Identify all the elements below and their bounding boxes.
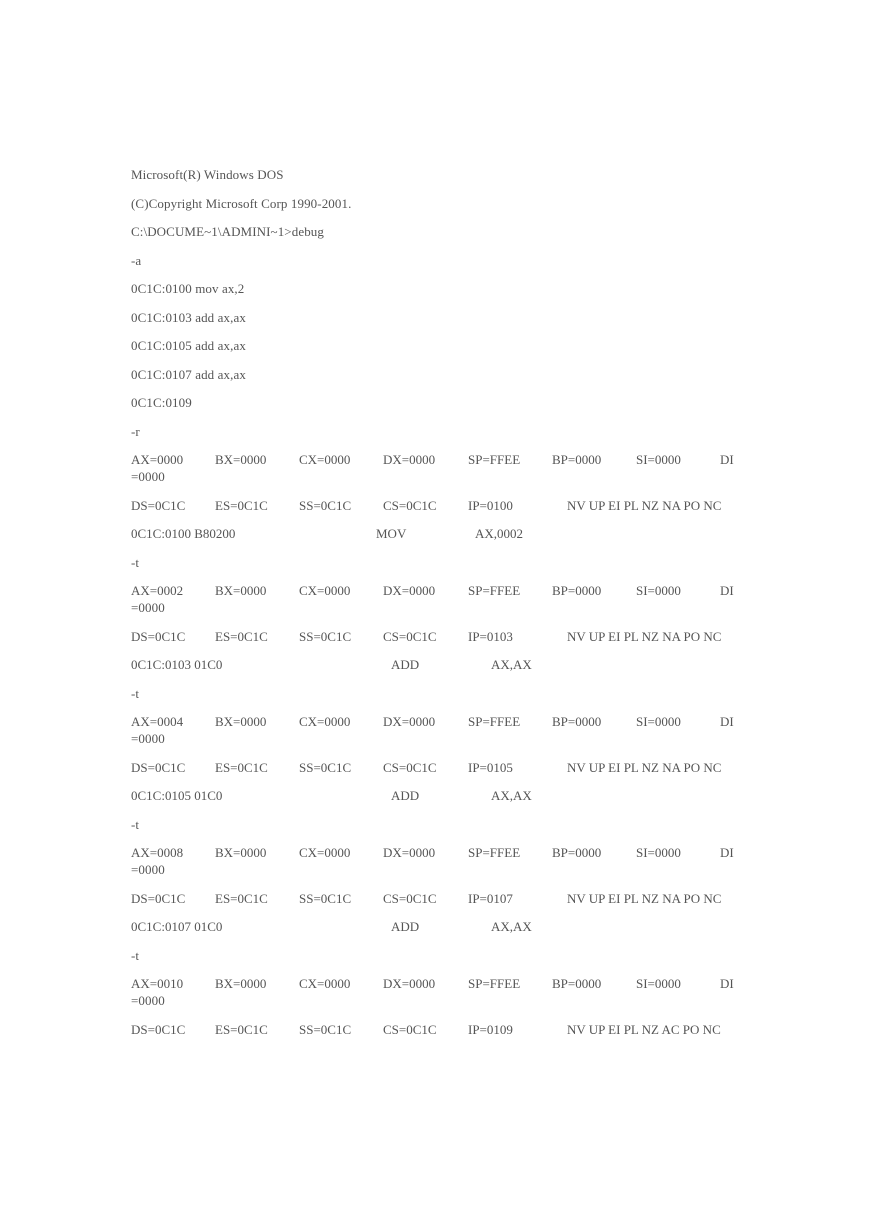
instruction-opcode: ADD: [391, 788, 420, 803]
segment-line: [131, 890, 741, 919]
segment-value: DS=0C1C: [131, 628, 186, 644]
segment-value: IP=0109: [468, 1021, 513, 1037]
console-line: 0C1C:0107 add ax,ax: [131, 366, 246, 382]
segment-value: CS=0C1C: [383, 1021, 437, 1037]
register-value: SI=0000: [636, 583, 681, 598]
segment-value: SS=0C1C: [299, 497, 352, 513]
trace-step: [131, 844, 741, 975]
instruction-opcode: ADD: [391, 919, 420, 934]
register-value: BP=0000: [552, 976, 602, 991]
console-line: (C)Copyright Microsoft Corp 1990-2001.: [131, 195, 352, 211]
instruction-line: [131, 787, 741, 816]
register-value: CX=0000: [299, 976, 351, 991]
register-value: AX=0010: [131, 976, 184, 991]
register-value: BP=0000: [552, 845, 602, 860]
register-value: SP=FFEE: [468, 976, 521, 991]
console-line: Microsoft(R) Windows DOS: [131, 167, 284, 182]
register-value: BX=0000: [215, 452, 267, 467]
segment-value: IP=0105: [468, 759, 513, 775]
register-di-wrap: =0000: [131, 862, 165, 877]
segment-value: DS=0C1C: [131, 890, 186, 906]
register-value: BX=0000: [215, 845, 267, 860]
register-line: [131, 713, 741, 730]
segment-value: IP=0100: [468, 497, 513, 513]
segment-value: DS=0C1C: [131, 1021, 186, 1037]
register-line: [131, 451, 741, 468]
segment-value: ES=0C1C: [215, 759, 268, 775]
register-di-wrap: =0000: [131, 731, 165, 746]
register-value: SI=0000: [636, 714, 681, 729]
register-value: SP=FFEE: [468, 845, 521, 860]
register-value: SI=0000: [636, 845, 681, 860]
command-line: -t: [131, 554, 140, 570]
console-line: C:\DOCUME~1\ADMINI~1>debug: [131, 224, 324, 239]
command-line: -t: [131, 947, 140, 963]
segment-value: CS=0C1C: [383, 759, 437, 775]
command-line: -t: [131, 685, 140, 701]
instruction-opcode: ADD: [391, 657, 420, 672]
register-value: BX=0000: [215, 976, 267, 991]
register-value: AX=0004: [131, 714, 184, 729]
register-value: BX=0000: [215, 583, 267, 598]
segment-value: SS=0C1C: [299, 890, 352, 906]
console-line: 0C1C:0100 mov ax,2: [131, 281, 245, 296]
header-block: [131, 166, 741, 451]
segment-value: CS=0C1C: [383, 628, 437, 644]
segment-value: ES=0C1C: [215, 497, 268, 513]
segment-line: [131, 628, 741, 657]
register-value: CX=0000: [299, 714, 351, 729]
segment-value: CS=0C1C: [383, 497, 437, 513]
register-line: [131, 582, 741, 599]
register-line: [131, 975, 741, 992]
register-value: CX=0000: [299, 583, 351, 598]
register-value: AX=0000: [131, 452, 184, 467]
segment-line: [131, 759, 741, 788]
console-line: -r: [131, 423, 140, 439]
instruction-operands: AX,AX: [491, 919, 532, 934]
flags-value: NV UP EI PL NZ NA PO NC: [567, 890, 722, 906]
register-value: BP=0000: [552, 583, 602, 598]
instruction-operands: AX,AX: [491, 657, 532, 672]
register-value: DI: [720, 583, 734, 598]
register-value: DI: [720, 976, 734, 991]
register-value: BP=0000: [552, 714, 602, 729]
instruction-operands: AX,0002: [475, 526, 524, 541]
segment-value: ES=0C1C: [215, 628, 268, 644]
register-di-wrap: =0000: [131, 600, 165, 615]
console-line: 0C1C:0105 add ax,ax: [131, 338, 246, 353]
segment-line: [131, 497, 741, 526]
segment-value: SS=0C1C: [299, 759, 352, 775]
register-value: SP=FFEE: [468, 452, 521, 467]
flags-value: NV UP EI PL NZ NA PO NC: [567, 497, 722, 513]
register-value: AX=0008: [131, 845, 184, 860]
command-line: -t: [131, 816, 140, 832]
console-line: 0C1C:0109: [131, 395, 192, 410]
register-value: DI: [720, 845, 734, 860]
segment-value: DS=0C1C: [131, 497, 186, 513]
instruction-line: [131, 525, 741, 554]
instruction-line: [131, 918, 741, 947]
segment-value: DS=0C1C: [131, 759, 186, 775]
register-value: BX=0000: [215, 714, 267, 729]
register-value: DI: [720, 714, 734, 729]
register-value: DX=0000: [383, 714, 436, 729]
segment-line: [131, 1021, 741, 1050]
segment-value: ES=0C1C: [215, 890, 268, 906]
instruction-line: [131, 656, 741, 685]
register-di-wrap: =0000: [131, 993, 165, 1008]
register-value: SI=0000: [636, 452, 681, 467]
register-value: DX=0000: [383, 452, 436, 467]
register-value: DX=0000: [383, 845, 436, 860]
trace-step: [131, 582, 741, 713]
console-line: -a: [131, 252, 142, 268]
register-di-wrap: =0000: [131, 469, 165, 484]
console-line: 0C1C:0103 add ax,ax: [131, 309, 246, 325]
segment-value: CS=0C1C: [383, 890, 437, 906]
register-value: BP=0000: [552, 452, 602, 467]
register-value: CX=0000: [299, 452, 351, 467]
trace-step: [131, 451, 741, 582]
instruction-address: 0C1C:0105 01C0: [131, 788, 223, 803]
register-line: [131, 844, 741, 861]
segment-value: IP=0107: [468, 890, 513, 906]
trace-step: [131, 975, 741, 1049]
trace-steps: [131, 451, 741, 1049]
register-value: SP=FFEE: [468, 714, 521, 729]
register-value: CX=0000: [299, 845, 351, 860]
segment-value: SS=0C1C: [299, 628, 352, 644]
trace-step: [131, 713, 741, 844]
segment-value: SS=0C1C: [299, 1021, 352, 1037]
register-value: SI=0000: [636, 976, 681, 991]
register-value: AX=0002: [131, 583, 184, 598]
debug-transcript: [131, 166, 741, 1049]
instruction-operands: AX,AX: [491, 788, 532, 803]
segment-value: IP=0103: [468, 628, 513, 644]
instruction-address: 0C1C:0100 B80200: [131, 526, 236, 541]
instruction-address: 0C1C:0103 01C0: [131, 657, 223, 672]
register-value: DI: [720, 452, 734, 467]
flags-value: NV UP EI PL NZ NA PO NC: [567, 759, 722, 775]
segment-value: ES=0C1C: [215, 1021, 268, 1037]
instruction-opcode: MOV: [376, 526, 407, 541]
register-value: SP=FFEE: [468, 583, 521, 598]
register-value: DX=0000: [383, 583, 436, 598]
flags-value: NV UP EI PL NZ AC PO NC: [567, 1021, 721, 1037]
flags-value: NV UP EI PL NZ NA PO NC: [567, 628, 722, 644]
instruction-address: 0C1C:0107 01C0: [131, 919, 223, 934]
register-value: DX=0000: [383, 976, 436, 991]
